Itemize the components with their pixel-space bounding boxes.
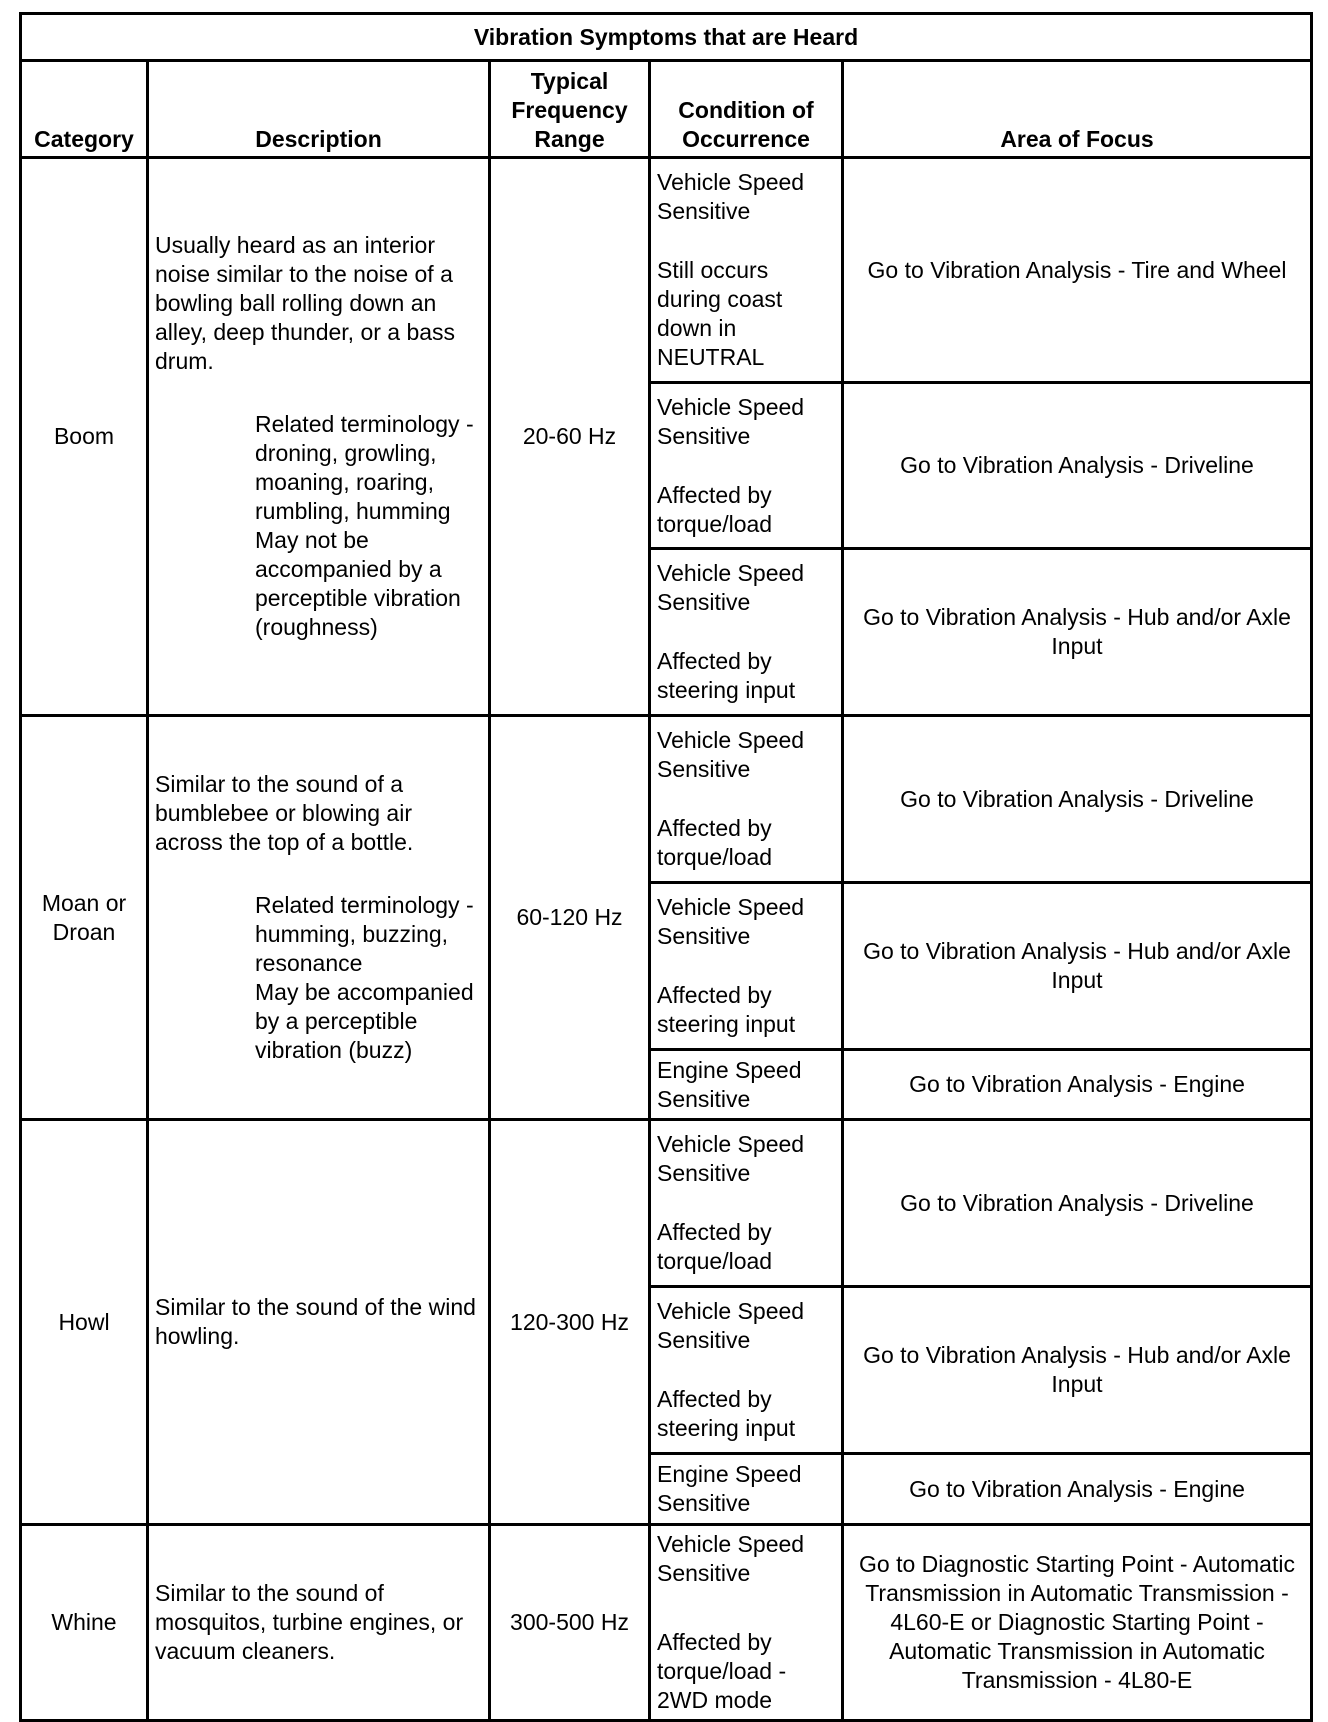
description-cell (148, 158, 490, 716)
category-cell: Whine (21, 1525, 148, 1721)
header-area: Area of Focus (843, 61, 1312, 158)
table-title: Vibration Symptoms that are Heard (21, 14, 1312, 61)
area-cell: Go to Vibration Analysis - Hub and/or Axle Input (843, 549, 1312, 716)
condition-secondary: Affected by torque/load - 2WD mode (657, 1629, 787, 1713)
description-cell (148, 1120, 490, 1525)
table-row (21, 158, 1312, 383)
description-text: Similar to the sound of the wind howling. (155, 1294, 476, 1349)
area-cell: Go to Diagnostic Starting Point - Automatic Transmission in Automatic Transmission - 4L60-E or Diagnostic Starting Point - Automatic Transmission in Automatic Transmission - 4L80-E (843, 1525, 1312, 1721)
area-cell: Go to Vibration Analysis - Hub and/or Axle Input (843, 1287, 1312, 1454)
header-condition: Condition of Occurrence (650, 61, 843, 158)
vibration-symptoms-table (19, 12, 1313, 1722)
description-text: Similar to the sound of a bumblebee or blowing air across the top of a bottle. (155, 771, 414, 855)
condition-primary: Vehicle Speed Sensitive (657, 727, 805, 782)
frequency-cell: 60-120 Hz (490, 716, 650, 1120)
condition-secondary: Affected by torque/load (657, 815, 773, 870)
condition-secondary: Still occurs during coast down in NEUTRAL (657, 257, 783, 370)
area-cell: Go to Vibration Analysis - Tire and Wheel (843, 158, 1312, 383)
condition-secondary: Affected by steering input (657, 1386, 796, 1441)
area-cell: Go to Vibration Analysis - Driveline (843, 383, 1312, 549)
header-description: Description (148, 61, 490, 158)
condition-secondary: Affected by torque/load (657, 481, 773, 537)
condition-cell (650, 1454, 843, 1525)
header-frequency: Typical Frequency Range (490, 61, 650, 158)
related-terminology: Related terminology - humming, buzzing, resonance (255, 892, 474, 976)
description-cell (148, 1525, 490, 1721)
condition-cell (650, 1287, 843, 1454)
condition-primary: Engine Speed Sensitive (657, 1056, 802, 1112)
related-terminology: Related terminology - droning, growling, moaning, roaring, rumbling, humming (255, 411, 474, 524)
header-category: Category (21, 61, 148, 158)
condition-primary: Vehicle Speed Sensitive (657, 393, 805, 449)
table-row (21, 1120, 1312, 1287)
category-cell: Moan or Droan (21, 716, 148, 1120)
condition-cell (650, 549, 843, 716)
category-cell: Boom (21, 158, 148, 716)
description-cell (148, 716, 490, 1120)
condition-primary: Vehicle Speed Sensitive (657, 894, 805, 949)
condition-secondary: Affected by steering input (657, 982, 796, 1037)
condition-cell (650, 383, 843, 549)
description-note: May not be accompanied by a perceptible vibration (roughness) (255, 527, 461, 640)
frequency-cell: 20-60 Hz (490, 158, 650, 716)
area-cell: Go to Vibration Analysis - Engine (843, 1454, 1312, 1525)
condition-primary: Vehicle Speed Sensitive (657, 1298, 805, 1353)
description-text: Usually heard as an interior noise similar to the noise of a bowling ball rolling down an alley, deep thunder, or a bass drum. (155, 232, 456, 374)
condition-primary: Vehicle Speed Sensitive (657, 169, 805, 224)
condition-cell (650, 1525, 843, 1721)
condition-primary: Vehicle Speed Sensitive (657, 560, 805, 615)
table-row (21, 716, 1312, 883)
area-cell: Go to Vibration Analysis - Engine (843, 1050, 1312, 1120)
category-cell: Howl (21, 1120, 148, 1525)
condition-cell (650, 1120, 843, 1287)
description-text: Similar to the sound of mosquitos, turbine engines, or vacuum cleaners. (155, 1580, 464, 1664)
condition-cell (650, 158, 843, 383)
table-row (21, 1525, 1312, 1721)
frequency-cell: 120-300 Hz (490, 1120, 650, 1525)
condition-primary: Engine Speed Sensitive (657, 1461, 802, 1516)
condition-cell (650, 1050, 843, 1120)
condition-primary: Vehicle Speed Sensitive (657, 1131, 805, 1186)
condition-cell (650, 716, 843, 883)
area-cell: Go to Vibration Analysis - Driveline (843, 716, 1312, 883)
area-cell: Go to Vibration Analysis - Hub and/or Axle Input (843, 883, 1312, 1050)
condition-cell (650, 883, 843, 1050)
condition-primary: Vehicle Speed Sensitive (657, 1531, 805, 1586)
condition-secondary: Affected by steering input (657, 648, 796, 703)
description-note: May be accompanied by a perceptible vibration (buzz) (255, 979, 474, 1063)
area-cell: Go to Vibration Analysis - Driveline (843, 1120, 1312, 1287)
frequency-cell: 300-500 Hz (490, 1525, 650, 1721)
condition-secondary: Affected by torque/load (657, 1219, 773, 1274)
